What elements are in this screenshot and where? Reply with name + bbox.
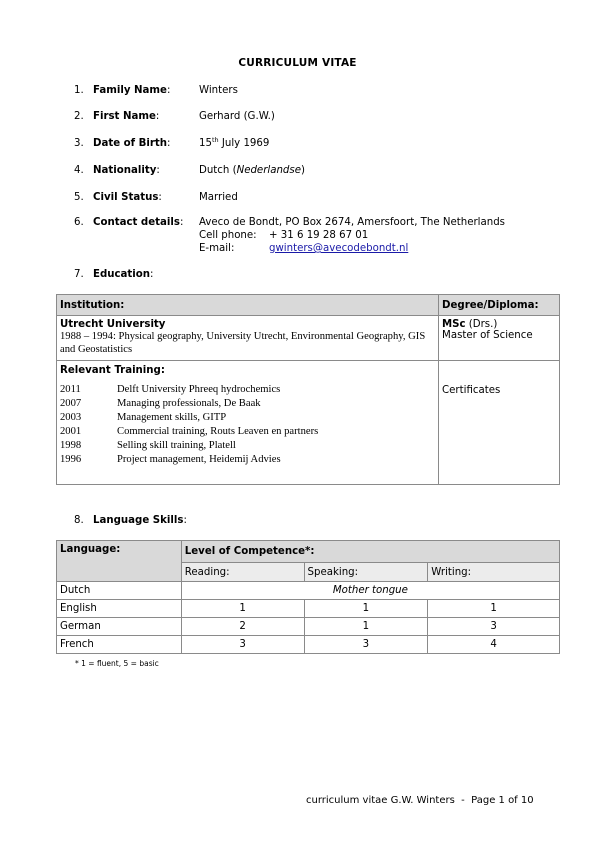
item-number: 4. [74,165,84,176]
item-number: 6. [74,217,84,228]
university-cell [57,316,439,361]
language-row [57,582,560,600]
item-label: Contact details: [93,217,184,228]
page-footer: curriculum vitae G.W. Winters - Page 1 of 10 [306,795,534,806]
training-item: 1998 Selling skill training, Platell [60,440,236,451]
contact-email [199,243,409,254]
item-value: Married [199,192,238,203]
speaking-level: 1 [304,618,428,636]
item-number: 2. [74,111,84,122]
item-label: First Name: [93,111,160,122]
degree-full: Master of Science [442,330,533,341]
col-level: Level of Competence*: [181,541,559,563]
degree-short: MSc (Drs.) [442,319,498,330]
item-value: Winters [199,85,238,96]
item-number: 5. [74,192,84,203]
col-language: Language: [57,541,182,582]
item-number: 1. [74,85,84,96]
language-name: German [57,618,182,636]
training-heading: Relevant Training: [60,365,165,376]
training-item: 2007 Managing professionals, De Baak [60,398,261,409]
item-number: 7. [74,269,84,280]
col-writing: Writing: [428,563,560,582]
training-result: Certificates [439,361,560,485]
training-list [60,383,435,467]
email-label: E-mail: [199,243,235,254]
item-label: Family Name: [93,85,171,96]
item-label: Date of Birth: [93,138,171,149]
university-desc: 1988 – 1994: Physical geography, University Utrecht, Environmental Geography, GIS and Geostatistics [60,331,426,355]
training-item: 2003 Management skills, GITP [60,412,227,423]
language-row [57,636,560,654]
speaking-level: 3 [304,636,428,654]
cell-value: + 31 6 19 28 67 01 [269,230,369,241]
item-value: Gerhard (G.W.) [199,111,275,122]
university-name: Utrecht University [60,319,166,330]
item-label: Civil Status: [93,192,162,203]
language-name: English [57,600,182,618]
col-institution: Institution: [57,295,439,316]
reading-level: 1 [181,600,304,618]
language-row [57,618,560,636]
cell-label: Cell phone: [199,230,257,241]
col-speaking: Speaking: [304,563,428,582]
education-table [56,294,560,485]
item-number: 8. [74,515,84,526]
training-item: 2001 Commercial training, Routs Leaven en partners [60,426,319,437]
item-number: 3. [74,138,84,149]
language-table [56,540,560,654]
training-cell [57,361,439,485]
col-reading: Reading: [181,563,304,582]
training-item: 1996 Project management, Heidemij Advies [60,454,281,465]
reading-level: 2 [181,618,304,636]
language-name: Dutch [57,582,182,600]
speaking-level: 1 [304,600,428,618]
col-degree: Degree/Diploma: [439,295,560,316]
contact-address: Aveco de Bondt, PO Box 2674, Amersfoort, The Netherlands [199,217,505,228]
email-link[interactable]: gwinters@avecodebondt.nl [269,243,409,254]
writing-level: 4 [428,636,560,654]
item-value: Dutch (Nederlandse) [199,165,305,176]
language-name: French [57,636,182,654]
item-label: Nationality: [93,165,160,176]
item-label: Education: [93,269,154,280]
item-value: 15th July 1969 [199,136,270,149]
reading-level: 3 [181,636,304,654]
degree-cell [439,316,560,361]
document-title: CURRICULUM VITAE [238,57,357,69]
training-item: 2011 Delft University Phreeq hydrochemics [60,384,281,395]
language-row [57,600,560,618]
mother-tongue: Mother tongue [181,582,559,600]
contact-cell [199,230,369,241]
item-label: Language Skills: [93,515,187,526]
writing-level: 1 [428,600,560,618]
writing-level: 3 [428,618,560,636]
competence-footnote: * 1 = fluent, 5 = basic [75,659,159,668]
